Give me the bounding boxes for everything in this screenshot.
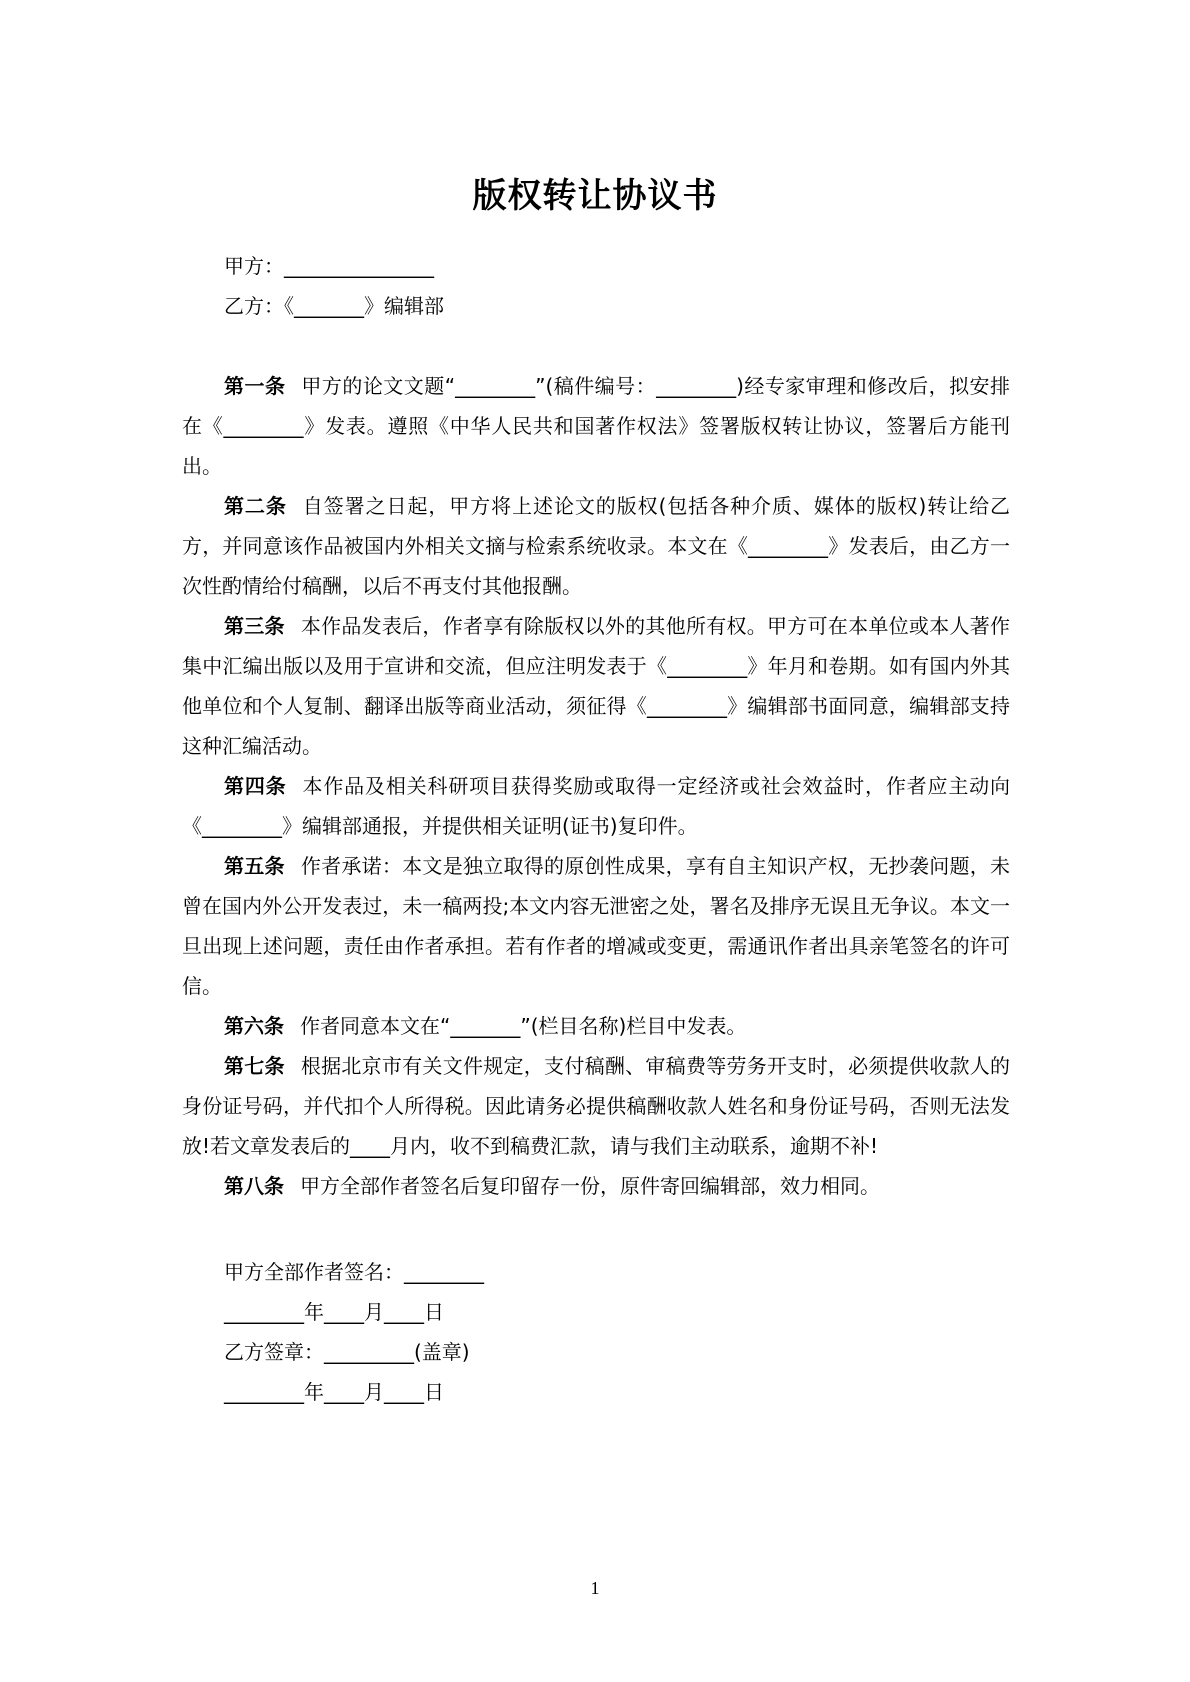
article-number: 第一条 (224, 374, 286, 398)
page-number: 1 (590, 1578, 600, 1598)
article-5 (182, 846, 1010, 1006)
party-a-date-line: ________年____月____日 (224, 1300, 444, 1324)
article-number: 第三条 (224, 614, 285, 638)
article-number: 第二条 (224, 494, 287, 518)
article-number: 第七条 (224, 1054, 285, 1078)
article-text: 自签署之日起，甲方将上述论文的版权(包括各种介质、媒体的版权)转让给乙方，并同意该作品被国内外相关文摘与检索系统收录。本文在《________》发表后，由乙方一次性酌情给付稿酬，以后不再支付其他报酬。 (182, 494, 1011, 598)
articles-section (182, 366, 1010, 1206)
article-8 (182, 1166, 1010, 1206)
article-7 (182, 1046, 1010, 1166)
party-b-date-line: ________年____月____日 (224, 1380, 444, 1404)
party-a-line: 甲方：_______________ (224, 254, 434, 278)
article-number: 第六条 (224, 1014, 284, 1038)
article-text: 本作品及相关科研项目获得奖励或取得一定经济或社会效益时，作者应主动向《________》编辑部通报，并提供相关证明(证书)复印件。 (182, 774, 1010, 838)
article-6 (182, 1006, 1010, 1046)
article-text: 本作品发表后，作者享有除版权以外的其他所有权。甲方可在本单位或本人著作集中汇编出版以及用于宣讲和交流，但应注明发表于《________》年月和卷期。如有国内外其他单位和个人复制、翻译出版等商业活动，须征得《________》编辑部书面同意，编辑部支持这种汇编活动。 (182, 614, 1011, 758)
article-1 (182, 366, 1010, 486)
party-b-line: 乙方：《_______》编辑部 (224, 294, 444, 318)
article-2 (182, 486, 1010, 606)
article-text: 根据北京市有关文件规定，支付稿酬、审稿费等劳务开支时，必须提供收款人的身份证号码，并代扣个人所得税。因此请务必提供稿酬收款人姓名和身份证号码，否则无法发放!若文章发表后的____月内，收不到稿费汇款，请与我们主动联系，逾期不补! (182, 1054, 1011, 1158)
party-a-signature-line: 甲方全部作者签名：________ (224, 1260, 484, 1284)
article-number: 第八条 (224, 1174, 284, 1198)
document-title: 版权转让协议书 (472, 176, 718, 216)
article-text: 甲方的论文文题“________”(稿件编号：________)经专家审理和修改后，拟安排在《________》发表。遵照《中华人民共和国著作权法》签署版权转让协议，签署后方能刊出。 (182, 374, 1011, 478)
article-text: 作者承诺：本文是独立取得的原创性成果，享有自主知识产权，无抄袭问题，未曾在国内外公开发表过，未一稿两投;本文内容无泄密之处，署名及排序无误且无争议。本文一旦出现上述问题，责任由作者承担。若有作者的增减或变更，需通讯作者出具亲笔签名的许可信。 (182, 854, 1011, 998)
article-3 (182, 606, 1010, 766)
article-text: 甲方全部作者签名后复印留存一份，原件寄回编辑部，效力相同。 (300, 1174, 880, 1198)
article-text: 作者同意本文在“_______”(栏目名称)栏目中发表。 (300, 1014, 747, 1038)
article-number: 第五条 (224, 854, 285, 878)
article-4 (182, 766, 1010, 846)
party-b-signature-line: 乙方签章：_________(盖章) (224, 1340, 470, 1364)
article-number: 第四条 (224, 774, 287, 798)
